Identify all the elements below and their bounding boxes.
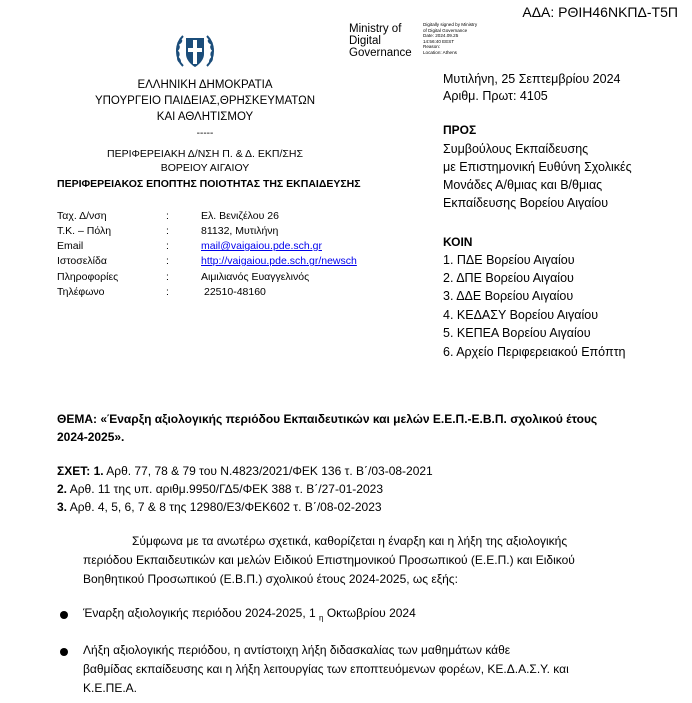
cc-item: 5. ΚΕΠΕΑ Βορείου Αιγαίου [443, 326, 591, 340]
contact-sep: : [166, 240, 169, 252]
body-paragraph-line: Σύμφωνα με τα ανωτέρω σχετικά, καθορίζεται η έναρξη και η λήξη της αξιολογικής [132, 534, 568, 548]
ada-number: ΑΔΑ: ΡΘΙΗ46ΝΚΠΔ-Τ5Π [522, 4, 678, 20]
signature-line: Reason: [423, 44, 441, 49]
recipient-line: Συμβούλους Εκπαίδευσης [443, 142, 589, 156]
reference-text: Αρθ. 11 της υπ. αριθμ.9950/ΓΔ5/ΦΕΚ 388 τ. Β΄/27-01-2023 [69, 482, 383, 496]
supervisor-title: ΠΕΡΙΦΕΡΕΙΑΚΟΣ ΕΠΟΠΤΗΣ ΠΟΙΟΤΗΤΑΣ ΤΗΣ ΕΚΠΑΙΔΕΥΣΗΣ [57, 178, 361, 190]
contact-sep: : [166, 210, 169, 222]
contact-city: 81132, Μυτιλήνη [201, 225, 279, 237]
recipient-line: με Επιστημονική Ευθύνη Σχολικές [443, 160, 632, 174]
cc-item: 2. ΔΠΕ Βορείου Αιγαίου [443, 271, 574, 285]
bullet-start-date [83, 606, 416, 622]
protocol-number: Αριθμ. Πρωτ: 4105 [443, 89, 548, 103]
reference-line [57, 482, 383, 496]
website-link[interactable]: http://vaigaiou.pde.sch.gr/newsch [201, 255, 357, 267]
reference-number: 3. [57, 500, 68, 514]
body-paragraph-line: περιόδου Εκπαιδευτικών και μελών Ειδικού Επιστημονικού Προσωπικού (Ε.Ε.Π.) και Ειδικού [83, 553, 575, 567]
reference-line [57, 464, 433, 478]
contact-label: Τηλέφωνο [57, 286, 105, 298]
ordinal-suffix: η [319, 613, 324, 623]
signature-line: 14:56:40 EEST [423, 38, 455, 44]
directorate-line-1: ΠΕΡΙΦΕΡΕΙΑΚΗ Δ/ΝΣΗ Π. & Δ. ΕΚΠ/ΣΗΣ [107, 148, 303, 160]
bullet-icon [60, 648, 68, 656]
reference-number: 1. [93, 464, 104, 478]
contact-sep: : [166, 225, 169, 237]
recipient-line: Μονάδες Α/θμιας και Β/θμιας [443, 178, 603, 192]
start-date-month: Οκτωβρίου 2024 [326, 606, 416, 620]
contact-address: Ελ. Βενιζέλου 26 [201, 210, 279, 222]
directorate-line-2: ΒΟΡΕΙΟΥ ΑΙΓΑΙΟΥ [160, 162, 250, 174]
contact-label: Email [57, 240, 84, 252]
bullet-icon [60, 611, 68, 619]
references-label: ΣΧΕΤ: [57, 464, 91, 478]
bullet-end-line: Κ.Ε.ΠΕ.Α. [83, 681, 138, 695]
greek-coat-of-arms-logo [173, 30, 217, 74]
reference-number: 2. [57, 482, 68, 496]
contact-label: Πληροφορίες [57, 271, 119, 283]
ministry-line-2: ΚΑΙ ΑΘΛΗΤΙΣΜΟΥ [156, 111, 254, 123]
subject-line-2: 2024-2025». [57, 430, 125, 444]
bullet-end-line: Λήξη αξιολογικής περιόδου, η αντίστοιχη λήξη διδασκαλίας των μαθημάτων κάθε [83, 643, 511, 657]
contact-label: Ιστοσελίδα [57, 255, 107, 267]
subject-text: «Έναρξη αξιολογικής περιόδου Εκπαιδευτικών και μελών Ε.Ε.Π.-Ε.Β.Π. σχολικού έτους [100, 412, 598, 426]
signature-line: of Digital Governance [423, 27, 468, 33]
subject-label: ΘΕΜΑ: [57, 412, 97, 426]
signature-org: Ministry of Digital Governance [349, 23, 412, 59]
bullet-end-line: βαθμίδας εκπαίδευσης και η λήξη λειτουργίας των εποπτευόμενων φορέων, ΚΕ.Δ.Α.Σ.Υ. και [83, 662, 569, 676]
cc-item: 1. ΠΔΕ Βορείου Αιγαίου [443, 253, 575, 267]
email-link[interactable]: mail@vaigaiou.pde.sch.gr [201, 240, 322, 252]
koin-heading: ΚΟΙΝ [443, 235, 473, 249]
contact-sep: : [166, 255, 169, 267]
cc-item: 6. Αρχείο Περιφερειακού Επόπτη [443, 345, 626, 359]
pros-heading: ΠΡΟΣ [443, 123, 477, 137]
contact-label: Ταχ. Δ/νση [57, 210, 107, 222]
body-paragraph-line: Βοηθητικού Προσωπικού (Ε.Β.Π.) σχολικού έτους 2024-2025, ως εξής: [83, 572, 458, 586]
cc-item: 4. ΚΕΔΑΣΥ Βορείου Αιγαίου [443, 308, 599, 322]
start-date-text: Έναρξη αξιολογικής περιόδου 2024-2025, 1 [83, 606, 316, 620]
recipient-line: Εκπαίδευσης Βορείου Αιγαίου [443, 196, 609, 210]
contact-label: Τ.Κ. – Πόλη [57, 225, 112, 237]
contact-info-person: Αιμιλιανός Ευαγγελινός [201, 271, 310, 283]
signature-line: Date: 2024.09.25 [423, 33, 459, 38]
republic-title: ΕΛΛΗΝΙΚΗ ΔΗΜΟΚΡΑΤΙΑ [137, 79, 273, 91]
signature-line: Location: Athens [423, 49, 457, 55]
signature-line: Digitally signed by Ministry [423, 22, 478, 27]
contact-sep: : [166, 271, 169, 283]
signature-details [423, 22, 477, 55]
reference-text: Αρθ. 4, 5, 6, 7 & 8 της 12980/Ε3/ΦΕΚ602 τ. Β΄/08-02-2023 [69, 500, 382, 514]
ministry-line-1: ΥΠΟΥΡΓΕΙΟ ΠΑΙΔΕΙΑΣ,ΘΡΗΣΚΕΥΜΑΤΩΝ [94, 95, 316, 107]
cc-item: 3. ΔΔΕ Βορείου Αιγαίου [443, 289, 574, 303]
contact-phone: 22510-48160 [204, 286, 266, 298]
contact-sep: : [166, 286, 169, 298]
document-date: Μυτιλήνη, 25 Σεπτεμβρίου 2024 [443, 72, 621, 86]
reference-text: Αρθ. 77, 78 & 79 του Ν.4823/2021/ΦΕΚ 136 τ. Β΄/03-08-2021 [106, 464, 433, 478]
subject-line [57, 412, 597, 426]
header-separator: ----- [196, 128, 214, 139]
reference-line [57, 500, 382, 514]
